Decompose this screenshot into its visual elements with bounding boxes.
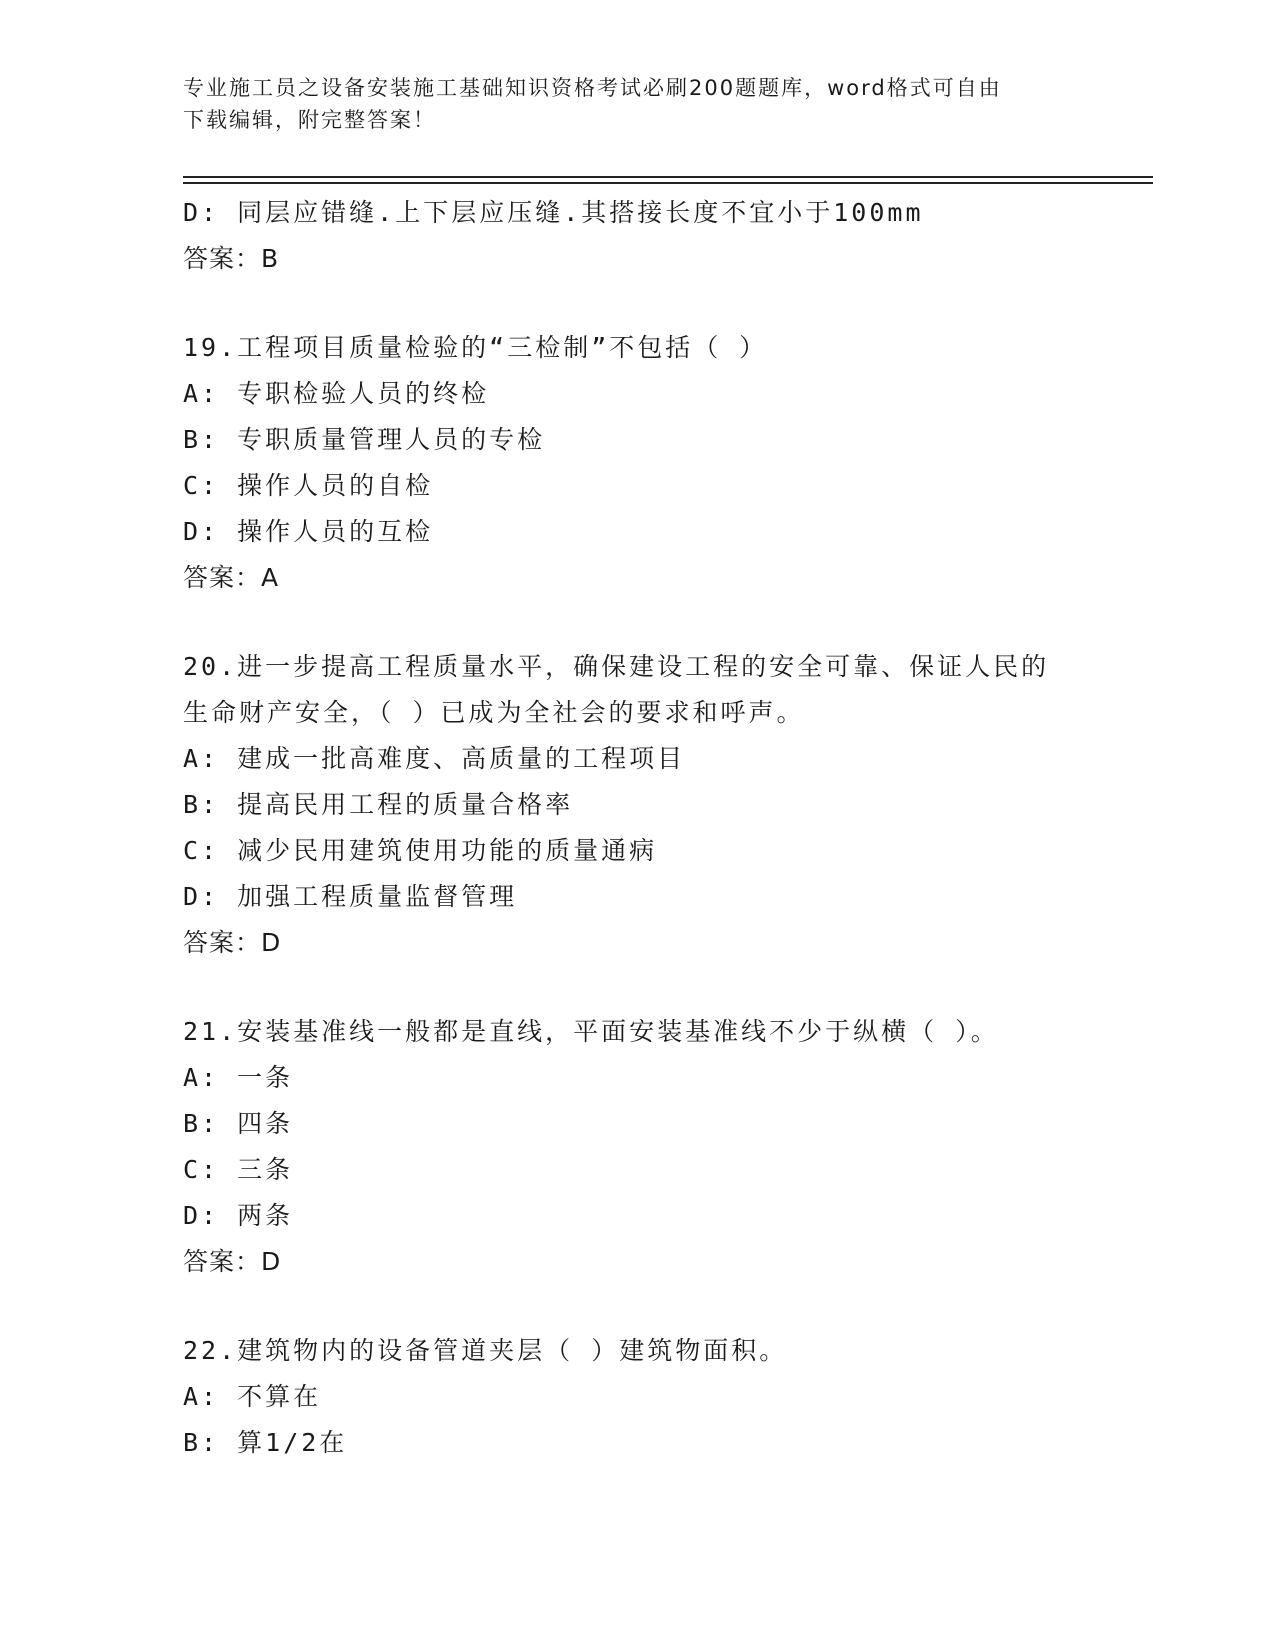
option-d: D: 两条 bbox=[183, 1201, 294, 1230]
header-title-line-2: 下载编辑，附完整答案！ bbox=[183, 108, 436, 132]
question-22 bbox=[183, 1328, 1083, 1466]
question-18-tail bbox=[183, 190, 1083, 282]
header-divider-top bbox=[183, 176, 1153, 178]
option-b: B: 四条 bbox=[183, 1109, 294, 1138]
question-stem-line-1: 20.进一步提高工程质量水平，确保建设工程的安全可靠、保证人民的 bbox=[183, 652, 1050, 681]
spacer bbox=[183, 601, 1083, 644]
question-20 bbox=[183, 644, 1083, 966]
option-a: A: 不算在 bbox=[183, 1382, 322, 1411]
question-stem: 19.工程项目质量检验的“三检制”不包括（ ） bbox=[183, 333, 768, 362]
option-a: A: 专职检验人员的终检 bbox=[183, 379, 490, 408]
header-title-line-1: 专业施工员之设备安装施工基础知识资格考试必刷200题题库，word格式可自由 bbox=[183, 76, 1002, 100]
option-c: C: 三条 bbox=[183, 1155, 294, 1184]
answer: 答案：A bbox=[183, 563, 280, 592]
spacer bbox=[183, 282, 1083, 325]
option-a: A: 建成一批高难度、高质量的工程项目 bbox=[183, 744, 686, 773]
option-c: C: 减少民用建筑使用功能的质量通病 bbox=[183, 836, 658, 865]
spacer bbox=[183, 966, 1083, 1009]
answer: 答案：D bbox=[183, 928, 282, 957]
option-b: B: 专职质量管理人员的专检 bbox=[183, 425, 546, 454]
option-d: D: 操作人员的互检 bbox=[183, 517, 434, 546]
question-stem: 22.建筑物内的设备管道夹层（ ）建筑物面积。 bbox=[183, 1336, 788, 1365]
answer: 答案：D bbox=[183, 1247, 282, 1276]
question-stem: 21.安装基准线一般都是直线，平面安装基准线不少于纵横（ ）。 bbox=[183, 1017, 999, 1046]
option-b: B: 提高民用工程的质量合格率 bbox=[183, 790, 574, 819]
question-stem-line-2: 生命财产安全，（ ）已成为全社会的要求和呼声。 bbox=[183, 698, 805, 727]
header-divider-bottom bbox=[183, 182, 1153, 184]
answer: 答案：B bbox=[183, 244, 280, 273]
option-d: D: 同层应错缝.上下层应压缝.其搭接长度不宜小于100mm bbox=[183, 198, 924, 227]
document-header bbox=[183, 72, 1063, 136]
option-b: B: 算1/2在 bbox=[183, 1428, 348, 1457]
option-a: A: 一条 bbox=[183, 1063, 294, 1092]
question-list bbox=[183, 190, 1083, 1466]
spacer bbox=[183, 1285, 1083, 1328]
question-19 bbox=[183, 325, 1083, 601]
option-d: D: 加强工程质量监督管理 bbox=[183, 882, 518, 911]
question-21 bbox=[183, 1009, 1083, 1285]
option-c: C: 操作人员的自检 bbox=[183, 471, 434, 500]
